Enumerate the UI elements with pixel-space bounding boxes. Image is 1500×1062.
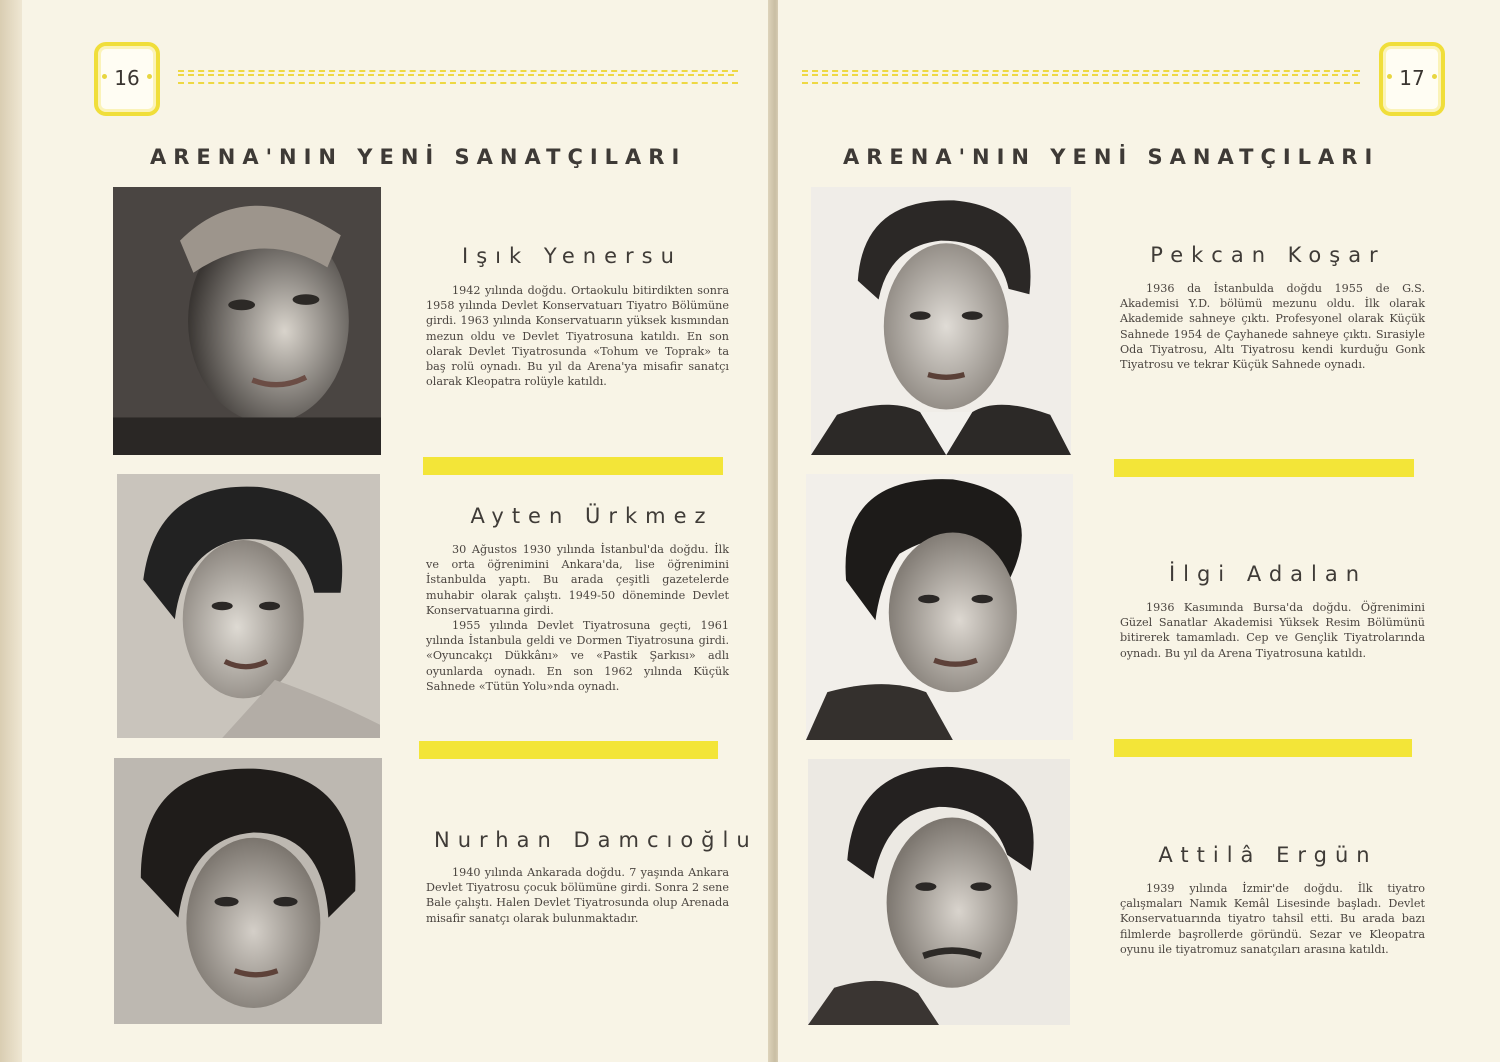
yellow-divider-bar: [419, 741, 718, 759]
left-page: [22, 0, 772, 1062]
page-edges: [0, 0, 22, 1062]
artist-bio: [1120, 281, 1425, 372]
decorative-chain-border: [802, 70, 1360, 84]
yellow-divider-bar: [1114, 739, 1412, 757]
page-number: 16: [114, 66, 140, 90]
portrait-photo: [113, 187, 381, 455]
portrait-photo: [114, 758, 382, 1024]
page-number: 17: [1399, 66, 1425, 90]
bio-paragraph: 1955 yılında Devlet Tiyatrosuna geçti, 1961 yılında İstanbula geldi ve Dormen Tiyatrosuna girdi. «Oyuncakçı Dükkânı» ve «Pastik Şarkısı» adlı oyunlarda oynadı. En son 1962 yılında Küçük Sahnede «Tütün Yolu»nda oynadı.: [426, 619, 729, 693]
artist-name: Nurhan Damcıoğlu: [434, 828, 758, 852]
artist-name: Ayten Ürkmez: [470, 504, 714, 528]
bio-paragraph: 1936 Kasımında Bursa'da doğdu. Öğrenimini Güzel Sanatlar Akademisi Yüksek Resim Bölümünü bitirerek tamamladı. Cep ve Gençlik Tiyatrolarında oynadı. Bu yıl da Arena Tiyatrosuna katıldı.: [1120, 601, 1425, 660]
portrait-photo: [811, 187, 1071, 455]
portrait-photo: [806, 474, 1073, 740]
artist-bio: [1120, 600, 1425, 661]
page-heading: ARENA'NIN YENİ SANATÇILARI: [150, 145, 687, 169]
bio-paragraph: 1936 da İstanbulda doğdu 1955 de G.S. Akademisi Y.D. bölümü mezunu oldu. İlk olarak Akademide sahneye çıktı. Profesyonel olarak Küçük Sahnede 1954 de Çayhanede sahneye çıktı. Sırasiyle Oda Tiyatrosu, Altı Tiyatrosu kendi kurduğu Gonk Tiyatrosu ve tekrar Küçük Sahnede oynadı.: [1120, 282, 1425, 372]
yellow-divider-bar: [423, 457, 723, 475]
bio-paragraph: 30 Ağustos 1930 yılında İstanbul'da doğdu. İlk ve orta öğrenimini Ankara'da, lise öğrenimini İstanbulda yaptı. Bu arada çeşitli gazetelerde muhabir olarak çalıştı. 1949-50 döneminde Devlet Konservatuarına girdi.: [426, 543, 729, 617]
artist-bio: [426, 283, 729, 389]
page-heading: ARENA'NIN YENİ SANATÇILARI: [843, 145, 1380, 169]
bio-paragraph: 1942 yılında doğdu. Ortaokulu bitirdikten sonra 1958 yılında Devlet Konservatuarı Tiyatro Bölümüne girdi. 1963 yılında Konservatuarın yüksek kısmından mezun oldu ve Devlet Tiyatrosuna katıldı. En son olarak Devlet Tiyatrosunda «Tohum ve Toprak» ta baş rolü oynadı. Bu yıl da Arena'ya misafir sanatçı olarak Kleopatra rolüyle katıldı.: [426, 284, 729, 389]
artist-bio: [426, 542, 729, 694]
bio-paragraph: 1939 yılında İzmir'de doğdu. İlk tiyatro çalışmaları Namık Kemâl Lisesinde başladı. Devlet Konservatuarında tiyatro tahsil etti. Bu arada bazı filmlerde başrollerde göründü. Sezar ve Kleopatra oyunu ile tiyatromuz sanatçıları arasına katıldı.: [1120, 882, 1425, 956]
portrait-photo: [808, 759, 1070, 1025]
yellow-divider-bar: [1114, 459, 1414, 477]
page-number-box: [94, 42, 160, 116]
artist-bio: [426, 865, 729, 926]
artist-bio: [1120, 881, 1425, 957]
page-number-box: [1379, 42, 1445, 116]
right-page: [778, 0, 1500, 1062]
artist-name: İlgi Adalan: [1168, 562, 1368, 586]
artist-name: Pekcan Koşar: [1150, 243, 1386, 267]
artist-name: Işık Yenersu: [462, 244, 682, 268]
portrait-photo: [117, 474, 380, 738]
bio-paragraph: 1940 yılında Ankarada doğdu. 7 yaşında Ankara Devlet Tiyatrosu çocuk bölümüne girdi. Sonra 2 sene Bale çalıştı. Halen Devlet Tiyatrosunda olup Arenada misafir sanatçı olarak bulunmaktadır.: [426, 866, 729, 925]
decorative-chain-border: [178, 70, 738, 84]
artist-name: Attilâ Ergün: [1158, 843, 1378, 867]
